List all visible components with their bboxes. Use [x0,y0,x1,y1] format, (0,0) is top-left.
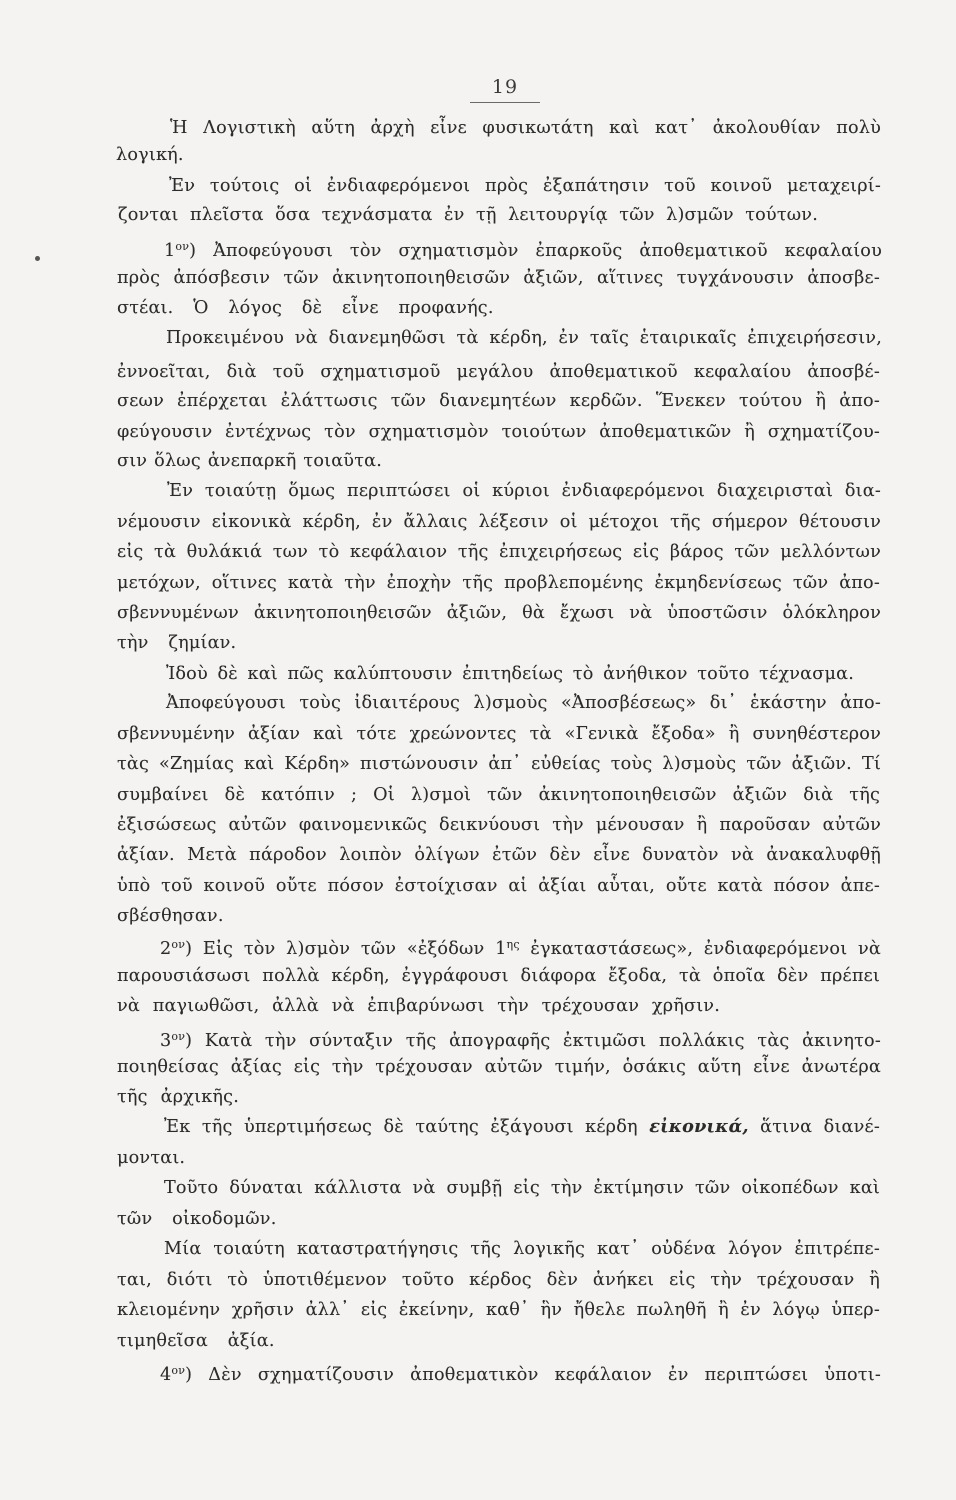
text-line: κλειομένην χρῆσιν ἀλλ᾿ εἰς ἐκείνην, καθ᾿ ἣν ἤθελε πωληθῆ ἢ ἐν λόγῳ ὑπερ- [117,1300,880,1320]
text-line: σβέσθησαν. [117,906,224,926]
text-line: Ἰδοὺ δὲ καὶ πῶς καλύπτουσιν ἐπιτηδείως τὸ ἀνήθικον τοῦτο τέχνασμα. [166,664,854,684]
text-line: ἐννοεῖται, διὰ τοῦ σχηματισμοῦ μεγάλου ἀποθεματικοῦ κεφαλαίου ἀποσβέ- [117,362,880,382]
text-line: νέμουσιν εἰκονικὰ κέρδη, ἐν ἄλλαις λέξεσιν οἱ μέτοχοι τῆς σήμερον θέτουσιν [117,512,881,532]
text-line: ἀξίαν. Μετὰ πάροδον λοιπὸν ὀλίγων ἐτῶν δὲν εἶνε δυνατὸν νὰ ἀνακαλυφθῇ [117,845,881,865]
page-number: 19 [491,76,519,98]
text-line: Μία τοιαύτη καταστρατήγησις τῆς λογικῆς κατ᾿ οὐδένα λόγον ἐπιτρέπε- [164,1239,880,1259]
text-line: τὰς «Ζημίας καὶ Κέρδη» πιστώνουσιν ἀπ᾿ εὐθείας τοὺς λ)σμοὺς τῶν ἀξιῶν. Τί [117,754,881,774]
text-line: τὴν ζημίαν. [117,633,237,653]
text-line: φεύγουσιν ἐντέχνως τὸν σχηματισμὸν τοιούτων ἀποθεματικῶν ἢ σχηματίζου- [117,422,880,442]
text-line: $1^{o\nu}$) Ἀποφεύγουσι τὸν σχηματισμὸν ἐπαρκοῦς ἀποθεματικοῦ κεφαλαίου [164,240,882,261]
text-line: λογική. [116,145,184,165]
text-line: ἐξισώσεως αὐτῶν φαινομενικῶς δεικνύουσι τὴν μένουσαν ἢ παροῦσαν αὐτῶν [117,815,881,835]
text-line: σβεννυμένην ἀξίαν καὶ τότε χρεώνοντες τὰ «Γενικὰ ἔξοδα» ἢ συνηθέστερον [117,724,881,744]
text-line: μετόχων, οἵτινες κατὰ τὴν ἐποχὴν τῆς προβλεπομένης ἐκμηδενίσεως τῶν ἀπο- [117,573,880,593]
text-line: σεων ἐπέρχεται ἐλάττωσις τῶν διανεμητέων κερδῶν. Ἕνεκεν τούτου ἢ ἀπο- [117,391,880,411]
text-line: Τοῦτο δύναται κάλλιστα νὰ συμβῇ εἰς τὴν ἐκτίμησιν τῶν οἰκοπέδων καὶ [164,1178,880,1198]
text-line: σιν ὅλως ἀνεπαρκῆ τοιαῦτα. [117,451,382,471]
text-line: μονται. [117,1148,186,1168]
margin-mark [35,256,40,261]
text-line: Ἡ Λογιστικὴ αὕτη ἀρχὴ εἶνε φυσικωτάτη καὶ κατ᾿ ἀκολουθίαν πολὺ [170,118,881,138]
text-line: ζονται πλεῖστα ὅσα τεχνάσματα ἐν τῇ λειτουργίᾳ τῶν λ)σμῶν τούτων. [118,205,818,225]
text-line: τῶν οἰκοδομῶν. [117,1209,277,1229]
text-line: τῆς ἀρχικῆς. [117,1087,239,1107]
text-line: παρουσιάσωσι πολλὰ κέρδη, ἐγγράφουσι διάφορα ἔξοδα, τὰ ὁποῖα δὲν πρέπει [117,966,880,986]
text-line: νὰ παγιωθῶσι, ἀλλὰ νὰ ἐπιβαρύνωσι τὴν τρέχουσαν χρῆσιν. [117,996,720,1016]
text-line: ποιηθείσας ἀξίας εἰς τὴν τρέχουσαν αὐτῶν τιμήν, ὁσάκις αὕτη εἶνε ἀνωτέρα [117,1057,881,1077]
page-number-rule [470,102,540,103]
text-line: ται, διότι τὸ ὑποτιθέμενον τοῦτο κέρδος δὲν ἀνήκει εἰς τὴν τρέχουσαν ἢ [117,1270,880,1290]
text-line: εἰς τὰ θυλάκιά των τὸ κεφάλαιον τῆς ἐπιχειρήσεως εἰς βάρος τῶν μελλόντων [117,542,881,562]
text-line: Ἐν τούτοις οἱ ἐνδιαφερόμενοι πρὸς ἐξαπάτησιν τοῦ κοινοῦ μεταχειρί- [169,176,881,196]
text-line: ὑπὸ τοῦ κοινοῦ οὔτε πόσον ἐστοίχισαν αἱ ἀξίαι αὗται, οὔτε κατὰ πόσον ἀπε- [117,876,880,896]
text-line: συμβαίνει δὲ κατόπιν ; Οἱ λ)σμοὶ τῶν ἀκινητοποιηθεισῶν ἀξιῶν διὰ τῆς [117,785,880,805]
text-line: στέαι. Ὁ λόγος δὲ εἶνε προφανής. [117,298,494,318]
text-line: Ἀποφεύγουσι τοὺς ἰδιαιτέρους λ)σμοὺς «Ἀποσβέσεως» δι᾿ ἑκάστην ἀπο- [166,693,881,713]
text-line: τιμηθεῖσα ἀξία. [117,1331,275,1351]
text-line: Ἐκ τῆς ὑπερτιμήσεως δὲ ταύτης ἐξάγουσι κέρδη εἰκονικά, ἅτινα διανέ- [164,1116,880,1137]
text-line: $4^{o\nu}$) Δὲν σχηματίζουσιν ἀποθεματικὸν κεφάλαιον ἐν περιπτώσει ὑποτι- [160,1364,881,1385]
text-line: Ἐν τοιαύτῃ ὅμως περιπτώσει οἱ κύριοι ἐνδιαφερόμενοι διαχειρισταὶ δια- [167,481,881,501]
text-line: $2^{o\nu}$) Εἰς τὸν λ)σμὸν τῶν «ἐξόδων $1^{\eta\varsigma}$ ἐγκαταστάσεως», ἐνδιαφερόμενοι νὰ [160,938,881,959]
text-line: $3^{o\nu}$) Κατὰ τὴν σύνταξιν τῆς ἀπογραφῆς ἐκτιμῶσι πολλάκις τὰς ἀκινητο- [160,1030,881,1051]
text-line: σβεννυμένων ἀκινητοποιηθεισῶν ἀξιῶν, θὰ ἔχωσι νὰ ὑποστῶσιν ὁλόκληρον [117,603,881,623]
text-line: πρὸς ἀπόσβεσιν τῶν ἀκινητοποιηθεισῶν ἀξιῶν, αἵτινες τυγχάνουσιν ἀποσβε- [117,268,880,288]
text-line: Προκειμένου νὰ διανεμηθῶσι τὰ κέρδη, ἐν ταῖς ἑταιρικαῖς ἐπιχειρήσεσιν, [166,328,882,348]
